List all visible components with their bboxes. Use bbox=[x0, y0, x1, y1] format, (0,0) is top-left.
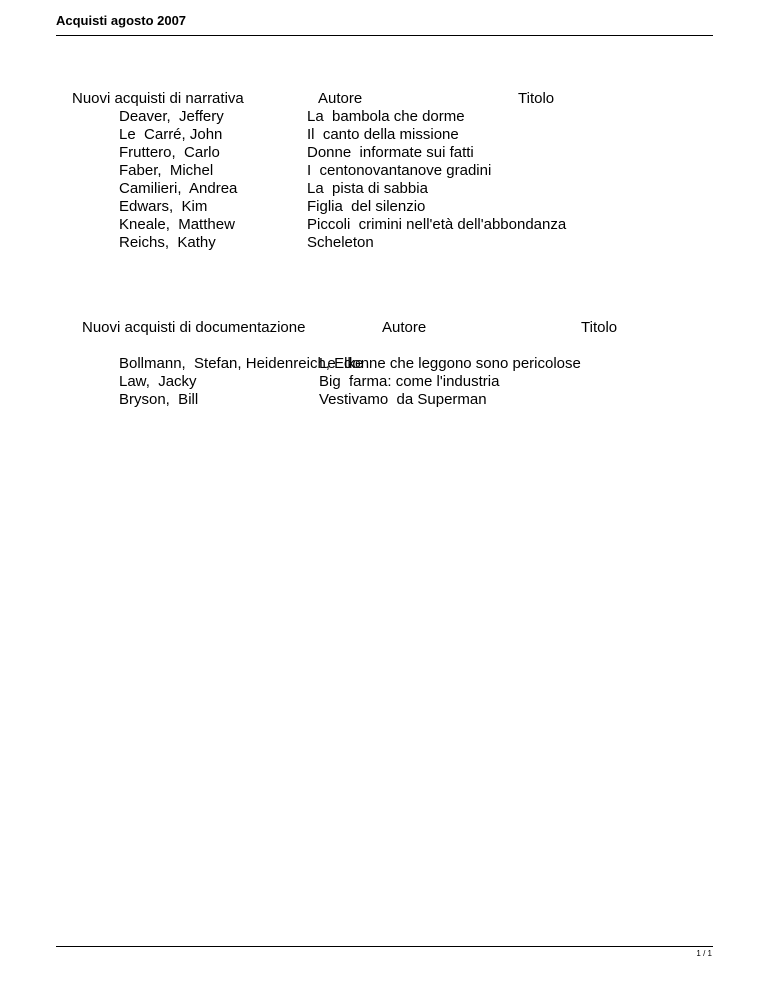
title-cell: Donne informate sui fatti bbox=[307, 144, 474, 161]
title-cell: Figlia del silenzio bbox=[307, 198, 426, 215]
list-item bbox=[0, 126, 768, 144]
author-cell: Bryson, Bill bbox=[119, 391, 199, 408]
list-item bbox=[0, 373, 768, 391]
page-header-title: Acquisti agosto 2007 bbox=[56, 13, 187, 28]
author-cell: Kneale, Matthew bbox=[119, 216, 235, 233]
author-cell: Le Carré, John bbox=[119, 126, 223, 143]
narrativa-author-header: Autore bbox=[318, 90, 363, 107]
title-cell: Piccoli crimini nell'età dell'abbondanza bbox=[307, 216, 567, 233]
list-item bbox=[0, 391, 768, 409]
narrativa-list bbox=[0, 108, 768, 252]
header-divider bbox=[56, 35, 713, 36]
list-item bbox=[0, 355, 768, 373]
title-cell: Il canto della missione bbox=[307, 126, 459, 143]
title-cell: La pista di sabbia bbox=[307, 180, 428, 197]
author-cell: Edwars, Kim bbox=[119, 198, 208, 215]
footer-divider bbox=[56, 946, 713, 947]
list-item bbox=[0, 144, 768, 162]
list-item bbox=[0, 108, 768, 126]
page-number: 1 / 1 bbox=[696, 949, 712, 958]
list-item bbox=[0, 198, 768, 216]
title-cell: Big farma: come l'industria bbox=[319, 373, 500, 390]
author-cell: Bollmann, Stefan, Heidenreich, Elke bbox=[119, 355, 364, 372]
narrativa-section-label: Nuovi acquisti di narrativa bbox=[72, 90, 244, 107]
title-cell: Scheleton bbox=[307, 234, 374, 251]
list-item bbox=[0, 234, 768, 252]
list-item bbox=[0, 162, 768, 180]
documentazione-section-label: Nuovi acquisti di documentazione bbox=[82, 319, 306, 336]
author-cell: Law, Jacky bbox=[119, 373, 197, 390]
author-cell: Faber, Michel bbox=[119, 162, 214, 179]
title-cell: Vestivamo da Superman bbox=[319, 391, 487, 408]
author-cell: Deaver, Jeffery bbox=[119, 108, 224, 125]
documentazione-author-header: Autore bbox=[382, 319, 427, 336]
documentazione-list bbox=[0, 355, 768, 409]
documentazione-title-header: Titolo bbox=[581, 319, 618, 336]
list-item bbox=[0, 180, 768, 198]
author-cell: Camilieri, Andrea bbox=[119, 180, 238, 197]
list-item bbox=[0, 216, 768, 234]
author-cell: Fruttero, Carlo bbox=[119, 144, 220, 161]
title-cell: Le donne che leggono sono pericolose bbox=[319, 355, 581, 372]
title-cell: I centonovantanove gradini bbox=[307, 162, 492, 179]
title-cell: La bambola che dorme bbox=[307, 108, 465, 125]
narrativa-title-header: Titolo bbox=[518, 90, 555, 107]
author-cell: Reichs, Kathy bbox=[119, 234, 216, 251]
